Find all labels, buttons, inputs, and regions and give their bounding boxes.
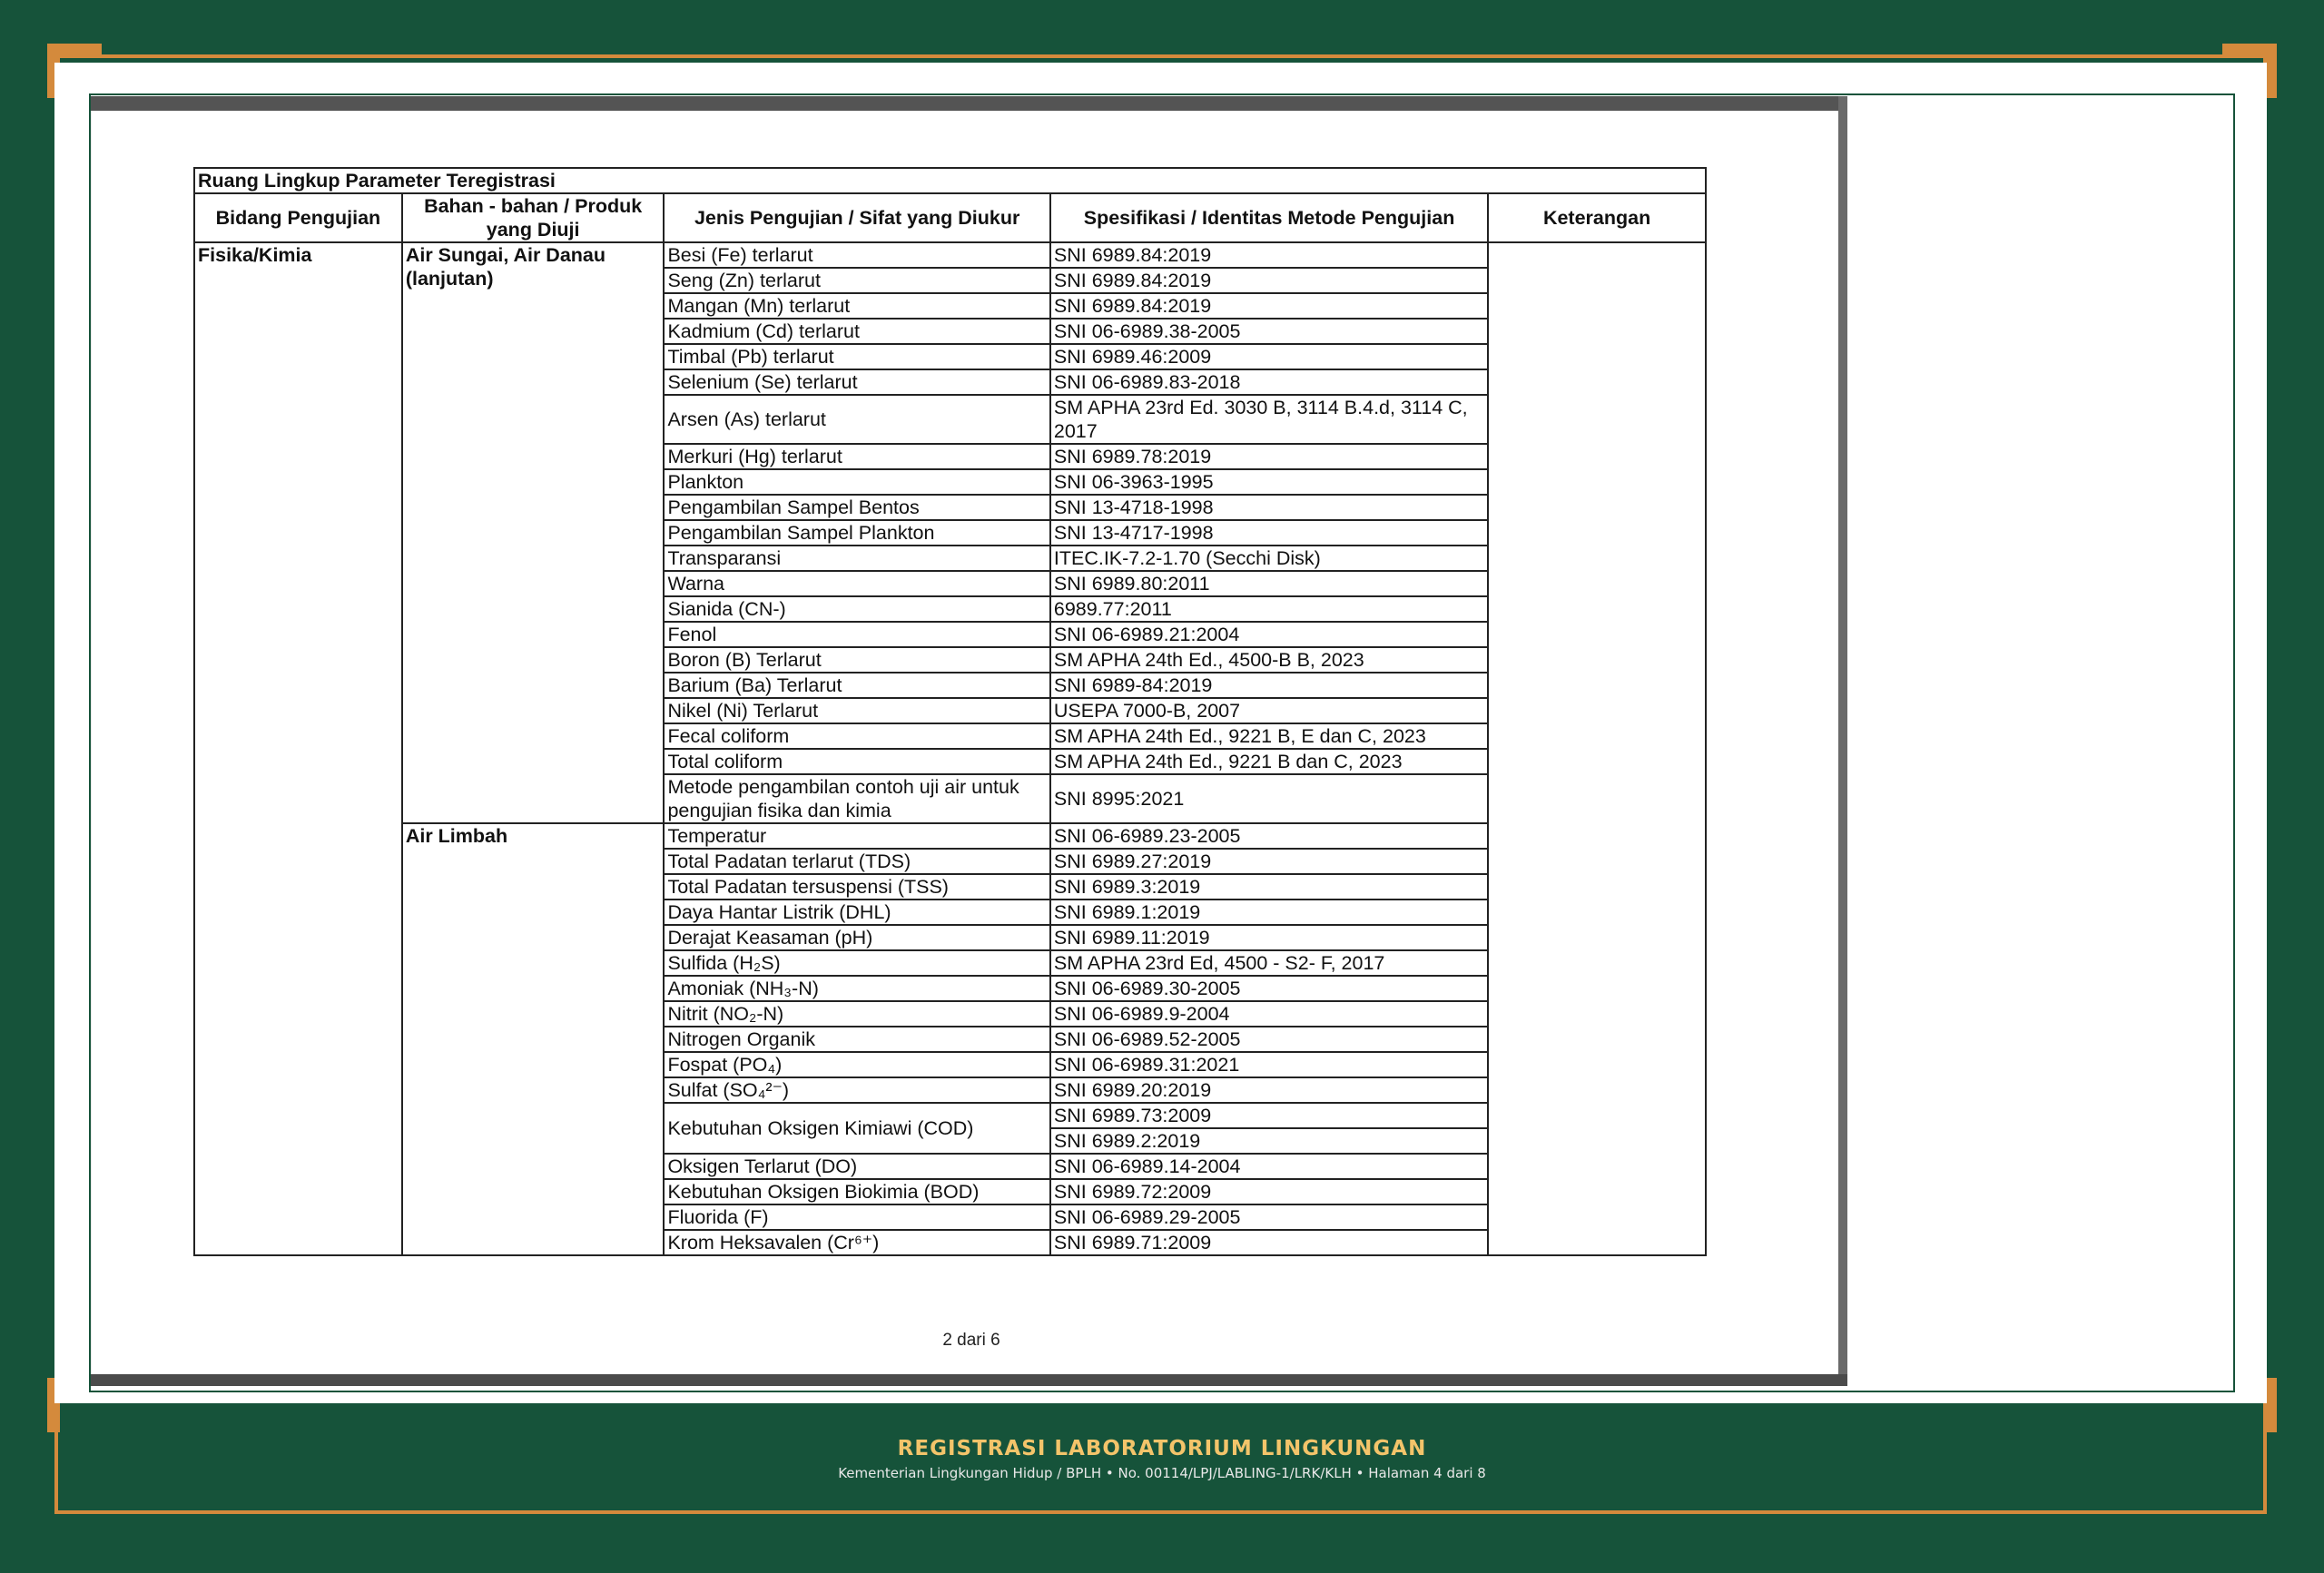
table-title: Ruang Lingkup Parameter Teregistrasi xyxy=(194,168,1706,193)
scan-edge xyxy=(91,96,1843,111)
scan-edge xyxy=(1838,96,1847,1386)
jenis-cell: Kadmium (Cd) terlarut xyxy=(664,319,1049,344)
spesifikasi-cell: SNI 6989.11:2019 xyxy=(1050,925,1488,950)
jenis-cell: Nitrogen Organik xyxy=(664,1027,1049,1052)
jenis-cell: Pengambilan Sampel Bentos xyxy=(664,495,1049,520)
jenis-cell: Total Padatan terlarut (TDS) xyxy=(664,849,1049,874)
jenis-cell: Mangan (Mn) terlarut xyxy=(664,293,1049,319)
jenis-cell: Besi (Fe) terlarut xyxy=(664,242,1049,268)
page-number: 2 dari 6 xyxy=(942,1331,1000,1350)
bahan-cell: Air Limbah xyxy=(402,823,665,1255)
spesifikasi-cell: SNI 6989-84:2019 xyxy=(1050,673,1488,698)
table-row xyxy=(194,823,1706,849)
spesifikasi-cell: SNI 6989.2:2019 xyxy=(1050,1128,1488,1154)
spesifikasi-cell: SNI 6989.73:2009 xyxy=(1050,1103,1488,1128)
spesifikasi-cell: SNI 6989.78:2019 xyxy=(1050,444,1488,469)
jenis-cell: Fospat (PO₄) xyxy=(664,1052,1049,1077)
jenis-cell: Sulfat (SO₄²⁻) xyxy=(664,1077,1049,1103)
bahan-cell: Air Sungai, Air Danau (lanjutan) xyxy=(402,242,665,823)
spesifikasi-cell: SNI 6989.20:2019 xyxy=(1050,1077,1488,1103)
jenis-cell: Nitrit (NO₂-N) xyxy=(664,1001,1049,1027)
header-spesifikasi: Spesifikasi / Identitas Metode Pengujian xyxy=(1050,193,1488,242)
jenis-cell: Fecal coliform xyxy=(664,723,1049,749)
spesifikasi-cell: SNI 6989.46:2009 xyxy=(1050,344,1488,369)
jenis-cell: Transparansi xyxy=(664,546,1049,571)
keterangan-cell xyxy=(1488,242,1706,1255)
spesifikasi-cell: SNI 06-6989.14-2004 xyxy=(1050,1154,1488,1179)
spesifikasi-cell: SNI 6989.84:2019 xyxy=(1050,268,1488,293)
header-jenis: Jenis Pengujian / Sifat yang Diukur xyxy=(664,193,1049,242)
spesifikasi-cell: USEPA 7000-B, 2007 xyxy=(1050,698,1488,723)
spesifikasi-cell: SNI 13-4717-1998 xyxy=(1050,520,1488,546)
jenis-cell: Seng (Zn) terlarut xyxy=(664,268,1049,293)
jenis-cell: Derajat Keasaman (pH) xyxy=(664,925,1049,950)
jenis-cell: Amoniak (NH₃-N) xyxy=(664,976,1049,1001)
spesifikasi-cell: SNI 06-6989.83-2018 xyxy=(1050,369,1488,395)
spesifikasi-cell: SNI 6989.84:2019 xyxy=(1050,293,1488,319)
spesifikasi-cell: SNI 6989.27:2019 xyxy=(1050,849,1488,874)
spesifikasi-cell: SM APHA 24th Ed., 9221 B, E dan C, 2023 xyxy=(1050,723,1488,749)
jenis-cell: Barium (Ba) Terlarut xyxy=(664,673,1049,698)
spesifikasi-cell: SNI 06-6989.30-2005 xyxy=(1050,976,1488,1001)
spesifikasi-cell: SNI 06-3963-1995 xyxy=(1050,469,1488,495)
spesifikasi-cell: ITEC.IK-7.2-1.70 (Secchi Disk) xyxy=(1050,546,1488,571)
jenis-cell: Selenium (Se) terlarut xyxy=(664,369,1049,395)
jenis-cell: Temperatur xyxy=(664,823,1049,849)
spesifikasi-cell: 6989.77:2011 xyxy=(1050,596,1488,622)
jenis-cell: Total coliform xyxy=(664,749,1049,774)
spesifikasi-cell: SNI 06-6989.21:2004 xyxy=(1050,622,1488,647)
spesifikasi-cell: SM APHA 24th Ed., 4500-B B, 2023 xyxy=(1050,647,1488,673)
spesifikasi-cell: SNI 6989.80:2011 xyxy=(1050,571,1488,596)
spesifikasi-cell: SNI 6989.1:2019 xyxy=(1050,900,1488,925)
jenis-cell: Boron (B) Terlarut xyxy=(664,647,1049,673)
jenis-cell: Timbal (Pb) terlarut xyxy=(664,344,1049,369)
spesifikasi-cell: SNI 06-6989.9-2004 xyxy=(1050,1001,1488,1027)
spesifikasi-cell: SNI 06-6989.52-2005 xyxy=(1050,1027,1488,1052)
footer-subtitle: Kementerian Lingkungan Hidup / BPLH • No. 00114/LPJ/LABLING-1/LRK/KLH • Halaman 4 dari 8 xyxy=(838,1465,1486,1481)
jenis-cell: Warna xyxy=(664,571,1049,596)
jenis-cell: Pengambilan Sampel Plankton xyxy=(664,520,1049,546)
spesifikasi-cell: SM APHA 23rd Ed. 3030 B, 3114 B.4.d, 3114 C, 2017 xyxy=(1050,395,1488,444)
jenis-cell: Fenol xyxy=(664,622,1049,647)
jenis-cell: Kebutuhan Oksigen Biokimia (BOD) xyxy=(664,1179,1049,1204)
spesifikasi-cell: SNI 06-6989.38-2005 xyxy=(1050,319,1488,344)
jenis-cell: Plankton xyxy=(664,469,1049,495)
parameter-table xyxy=(193,167,1707,1256)
spesifikasi-cell: SNI 6989.72:2009 xyxy=(1050,1179,1488,1204)
table-row xyxy=(194,242,1706,268)
header-keterangan: Keterangan xyxy=(1488,193,1706,242)
jenis-cell: Arsen (As) terlarut xyxy=(664,395,1049,444)
frame-corner xyxy=(2222,44,2277,56)
spesifikasi-cell: SM APHA 23rd Ed, 4500 - S2- F, 2017 xyxy=(1050,950,1488,976)
header-bahan: Bahan - bahan / Produk yang Diuji xyxy=(402,193,665,242)
jenis-cell: Daya Hantar Listrik (DHL) xyxy=(664,900,1049,925)
spesifikasi-cell: SNI 06-6989.31:2021 xyxy=(1050,1052,1488,1077)
spesifikasi-cell: SNI 6989.84:2019 xyxy=(1050,242,1488,268)
footer-title: REGISTRASI LABORATORIUM LINGKUNGAN xyxy=(897,1437,1427,1460)
spesifikasi-cell: SNI 6989.71:2009 xyxy=(1050,1230,1488,1255)
jenis-cell: Kebutuhan Oksigen Kimiawi (COD) xyxy=(664,1103,1049,1154)
jenis-cell: Merkuri (Hg) terlarut xyxy=(664,444,1049,469)
jenis-cell: Oksigen Terlarut (DO) xyxy=(664,1154,1049,1179)
jenis-cell: Metode pengambilan contoh uji air untuk pengujian fisika dan kimia xyxy=(664,774,1049,823)
spesifikasi-cell: SNI 06-6989.23-2005 xyxy=(1050,823,1488,849)
spesifikasi-cell: SM APHA 24th Ed., 9221 B dan C, 2023 xyxy=(1050,749,1488,774)
header-bidang: Bidang Pengujian xyxy=(194,193,402,242)
jenis-cell: Nikel (Ni) Terlarut xyxy=(664,698,1049,723)
jenis-cell: Krom Heksavalen (Cr⁶⁺) xyxy=(664,1230,1049,1255)
frame-corner xyxy=(47,44,102,56)
spesifikasi-cell: SNI 6989.3:2019 xyxy=(1050,874,1488,900)
jenis-cell: Fluorida (F) xyxy=(664,1204,1049,1230)
scan-edge xyxy=(91,1374,1847,1386)
jenis-cell: Sulfida (H₂S) xyxy=(664,950,1049,976)
bidang-cell: Fisika/Kimia xyxy=(194,242,402,1255)
spesifikasi-cell: SNI 06-6989.29-2005 xyxy=(1050,1204,1488,1230)
spesifikasi-cell: SNI 8995:2021 xyxy=(1050,774,1488,823)
jenis-cell: Total Padatan tersuspensi (TSS) xyxy=(664,874,1049,900)
jenis-cell: Sianida (CN-) xyxy=(664,596,1049,622)
spesifikasi-cell: SNI 13-4718-1998 xyxy=(1050,495,1488,520)
